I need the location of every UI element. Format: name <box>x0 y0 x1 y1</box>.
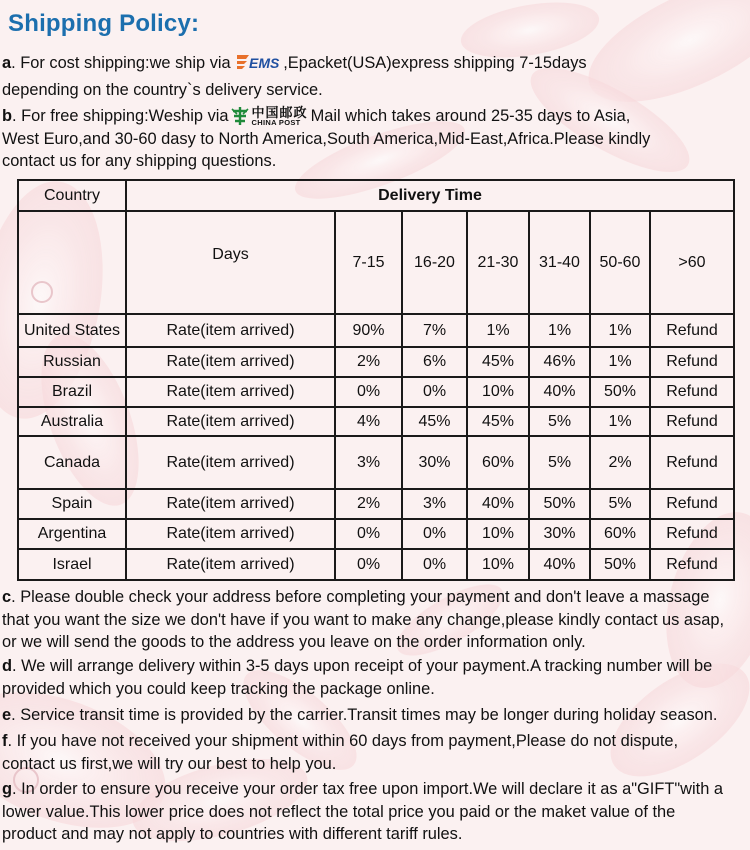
range-header: 7-15 <box>335 211 402 314</box>
range-header: >60 <box>650 211 734 314</box>
paragraph-b-line1-post: Mail which takes around 25-35 days to Asia, <box>310 107 631 125</box>
country-cell: Israel <box>18 549 126 580</box>
table-row <box>18 436 734 489</box>
rate-label-cell: Rate(item arrived) <box>126 377 335 407</box>
page-title: Shipping Policy: <box>8 10 200 37</box>
rate-label-cell: Rate(item arrived) <box>126 519 335 549</box>
rate-label-cell: Rate(item arrived) <box>126 347 335 377</box>
rate-value-cell: 0% <box>402 519 467 549</box>
rate-value-cell: 1% <box>590 407 650 436</box>
rate-value-cell: 4% <box>335 407 402 436</box>
rate-value-cell: 5% <box>529 436 590 489</box>
paragraph-c-line2: that you want the size we don't have if you want to make any change,please kindly contact us asap, <box>2 610 725 629</box>
paragraph-f <box>2 730 678 775</box>
paragraph-f-line2: contact us first,we will try our best to help you. <box>2 754 337 773</box>
paragraph-e-line1: . Service transit time is provided by the carrier.Transit times may be longer during holiday season. <box>11 706 718 724</box>
range-header: 50-60 <box>590 211 650 314</box>
table-row <box>18 347 734 377</box>
paragraph-b <box>2 105 650 173</box>
rate-value-cell: 10% <box>467 549 529 580</box>
table-row <box>18 377 734 407</box>
range-header: 21-30 <box>467 211 529 314</box>
rate-value-cell: 30% <box>529 519 590 549</box>
rate-value-cell: 2% <box>335 347 402 377</box>
rate-value-cell: Refund <box>650 314 734 347</box>
rate-value-cell: Refund <box>650 347 734 377</box>
paragraph-c-line3: or we will send the goods to the address you leave on the order information only. <box>2 633 586 651</box>
paragraph-g-line3: product and may not apply to countries with different tariff rules. <box>2 825 463 843</box>
paragraph-a <box>2 52 587 101</box>
paragraph-b-line1-pre: . For free shipping:Weship via <box>12 107 229 125</box>
rate-value-cell: 45% <box>467 347 529 377</box>
rate-value-cell: Refund <box>650 519 734 549</box>
range-header: 16-20 <box>402 211 467 314</box>
rate-value-cell: 3% <box>335 436 402 489</box>
china-post-emblem-icon <box>230 106 250 126</box>
paragraph-c-line1: . Please double check your address before completing your payment and don't leave a massage <box>11 588 710 606</box>
table-row <box>18 314 734 347</box>
country-cell: United States <box>18 314 126 347</box>
paragraph-d <box>2 655 712 700</box>
paragraph-a-line2: depending on the country`s delivery service. <box>2 80 323 99</box>
rate-value-cell: 2% <box>590 436 650 489</box>
rate-value-cell: 40% <box>529 377 590 407</box>
rate-value-cell: Refund <box>650 436 734 489</box>
paragraph-f-line1: . If you have not received your shipment within 60 days from payment,Please do not dispute, <box>7 732 679 750</box>
rate-value-cell: Refund <box>650 489 734 519</box>
paragraph-d-line1: . We will arrange delivery within 3-5 days upon receipt of your payment.A tracking number will be <box>12 657 713 675</box>
rate-value-cell: 90% <box>335 314 402 347</box>
rate-value-cell: 50% <box>590 549 650 580</box>
rate-value-cell: 1% <box>590 314 650 347</box>
table-row <box>18 519 734 549</box>
paragraph-b-letter: b <box>2 107 13 125</box>
header-days: Days <box>126 211 335 314</box>
rate-value-cell: Refund <box>650 377 734 407</box>
rate-label-cell: Rate(item arrived) <box>126 549 335 580</box>
rate-value-cell: 30% <box>402 436 467 489</box>
china-post-en-text: CHINA POST <box>251 117 301 127</box>
rate-value-cell: 10% <box>467 377 529 407</box>
rate-value-cell: 45% <box>402 407 467 436</box>
ems-logo-icon <box>237 52 281 79</box>
country-cell: Argentina <box>18 519 126 549</box>
rate-value-cell: 5% <box>529 407 590 436</box>
paragraph-f-letter: f <box>2 732 8 750</box>
paragraph-g-line2: lower value.This lower price does not reflect the total price you paid or the maket value of the <box>2 802 676 821</box>
country-cell: Brazil <box>18 377 126 407</box>
paragraph-a-line1-post: ,Epacket(USA)express shipping 7-15days <box>283 54 587 72</box>
rate-value-cell: 45% <box>467 407 529 436</box>
paragraph-e-letter: e <box>2 706 12 724</box>
rate-value-cell: 50% <box>590 377 650 407</box>
rate-label-cell: Rate(item arrived) <box>126 314 335 347</box>
rate-label-cell: Rate(item arrived) <box>126 407 335 436</box>
country-cell: Australia <box>18 407 126 436</box>
country-cell: Spain <box>18 489 126 519</box>
header-empty-cell <box>18 211 126 314</box>
paragraph-a-letter: a <box>2 54 12 72</box>
rate-value-cell: 10% <box>467 519 529 549</box>
paragraph-a-line1-pre: . For cost shipping:we ship via <box>11 54 231 72</box>
country-cell: Russian <box>18 347 126 377</box>
rate-label-cell: Rate(item arrived) <box>126 489 335 519</box>
rate-value-cell: 46% <box>529 347 590 377</box>
rate-value-cell: 3% <box>402 489 467 519</box>
rate-value-cell: 2% <box>335 489 402 519</box>
china-post-logo-icon <box>230 106 308 127</box>
rate-value-cell: 1% <box>590 347 650 377</box>
paragraph-e <box>2 704 717 727</box>
rate-value-cell: 60% <box>590 519 650 549</box>
paragraph-g-line1: . In order to ensure you receive your order tax free upon import.We will declare it as a"GIFT"with a <box>12 780 723 798</box>
rate-rows <box>18 314 734 580</box>
table-row <box>18 407 734 436</box>
rate-value-cell: 6% <box>402 347 467 377</box>
rate-value-cell: 5% <box>590 489 650 519</box>
rate-value-cell: 1% <box>529 314 590 347</box>
rate-value-cell: 0% <box>402 377 467 407</box>
rate-value-cell: Refund <box>650 407 734 436</box>
header-delivery-time: Delivery Time <box>126 180 734 211</box>
paragraph-d-letter: d <box>2 657 13 675</box>
rate-value-cell: 0% <box>335 519 402 549</box>
paragraph-g-letter: g <box>2 780 13 798</box>
paragraph-g <box>2 778 723 846</box>
rate-value-cell: 0% <box>335 377 402 407</box>
china-post-cn-text: 中国邮政 <box>251 104 308 120</box>
rate-value-cell: 1% <box>467 314 529 347</box>
rate-value-cell: 40% <box>529 549 590 580</box>
rate-value-cell: 0% <box>335 549 402 580</box>
paragraph-c <box>2 586 724 654</box>
table-row <box>18 489 734 519</box>
paragraph-d-line2: provided which you could keep tracking the package online. <box>2 679 435 698</box>
paragraph-b-line3: contact us for any shipping questions. <box>2 152 277 170</box>
ems-logo-text: EMS <box>249 55 280 71</box>
rate-value-cell: 0% <box>402 549 467 580</box>
rate-value-cell: 50% <box>529 489 590 519</box>
rate-value-cell: 40% <box>467 489 529 519</box>
country-cell: Canada <box>18 436 126 489</box>
paragraph-c-letter: c <box>2 588 12 606</box>
rate-label-cell: Rate(item arrived) <box>126 436 335 489</box>
paragraph-b-line2: West Euro,and 30-60 dasy to North America,South America,Mid-East,Africa.Please kindly <box>2 129 651 148</box>
header-country: Country <box>18 180 126 211</box>
table-row <box>18 549 734 580</box>
range-header: 31-40 <box>529 211 590 314</box>
rate-value-cell: Refund <box>650 549 734 580</box>
delivery-rate-table <box>17 179 735 581</box>
rate-value-cell: 7% <box>402 314 467 347</box>
rate-value-cell: 60% <box>467 436 529 489</box>
